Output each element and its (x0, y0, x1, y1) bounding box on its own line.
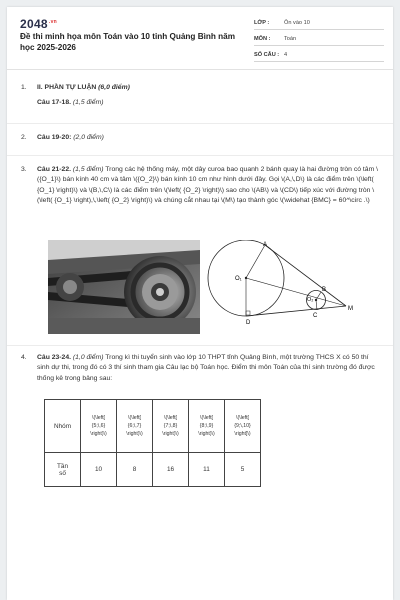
point-o2-label: O₂ (307, 297, 314, 303)
tangent-circles-diagram (204, 240, 359, 335)
question-number: 3. (21, 166, 27, 173)
point-m-label: M (348, 306, 353, 312)
question-divider (7, 345, 393, 346)
site-logo[interactable]: $2048^{.vn}$ (20, 17, 58, 31)
question-divider (7, 123, 393, 124)
table-cell: \(\left[ {5;\,6} \right)\) (81, 400, 117, 453)
part-heading: II. PHẦN TỰ LUẬN (6,0 điểm) (37, 84, 130, 91)
document-page (7, 7, 393, 600)
table-row (45, 453, 261, 487)
table-cell: 11 (189, 453, 225, 487)
table-header-cell: Tần số (45, 453, 81, 487)
table-cell: \(\left[ {7;\,8} \right)\) (153, 400, 189, 453)
table-cell: 8 (117, 453, 153, 487)
point-b-label: B (322, 287, 327, 293)
question-label: Câu 17-18. (1,5 điểm) (37, 99, 104, 107)
frequency-table (44, 399, 261, 487)
point-a-label: A (263, 242, 268, 248)
question-label: Câu 19-20: (2,0 điểm) (37, 134, 104, 141)
header-divider (7, 69, 393, 70)
point-d-label: D (246, 320, 251, 326)
table-cell: 5 (225, 453, 261, 487)
meta-subject: MÔN : Toán (254, 33, 384, 46)
document-title: Đề thi minh họa môn Toán vào 10 tỉnh Quảng Bình năm học 2025-2026 (20, 32, 236, 52)
point-o1-label: O₁ (235, 276, 242, 282)
question-number: 2. (21, 134, 27, 141)
meta-question-count: SỐ CÂU : 4 (254, 49, 384, 62)
point-c-label: C (313, 313, 318, 319)
table-header-cell: Nhóm (45, 400, 81, 453)
belt-machine-photo (48, 240, 200, 334)
question-divider (7, 155, 393, 156)
question-text: Câu 23-24. (1,0 điểm) Trong kì thi tuyển sinh vào lớp 10 THPT tỉnh Quảng Bình, một trường THCS X có 50 thí sinh dự thi, trong đó có 3 thí sinh tham gia Câu lạc bộ Toán học. Điểm thi môn Toán của thí sinh trường đó được thống kê trong bảng sau: (37, 354, 375, 382)
table-cell: \(\left[ {6;\,7} \right)\) (117, 400, 153, 453)
question-number: 4. (21, 354, 27, 361)
table-cell: \(\left[ {8;\,9} \right)\) (189, 400, 225, 453)
meta-class: LỚP : Ôn vào 10 (254, 17, 384, 30)
table-row (45, 400, 261, 453)
table-cell: \(\left[ {9;\,10} \right]\) (225, 400, 261, 453)
question-number: 1. (21, 84, 27, 91)
table-cell: 16 (153, 453, 189, 487)
question-text: Câu 21-22. (1,5 điểm) Trong các hệ thống máy, một dây curoa bao quanh 2 bánh quay là hai đường tròn có tâm \({O_1}\) bán kính 40 cm và tâm \({O_2}\) bán kính 10 cm như hình dưới đây. Gọi \(A,\,D\) là các điểm trên \(\left( {O_1} \right)\) và \(B,\,C\) là các điểm trên \(\left( {O_2} \right)\) sao cho \(AB\) và \(CD\) tiếp xúc với đường tròn \(\left( {O_1} \right),\,\left( {O_2} \right)\) và chúng cắt nhau tại \(M\) tạo thành góc \(\widehat {BMC} = 60^\circ .\) (37, 166, 379, 205)
table-cell: 10 (81, 453, 117, 487)
document-header (7, 7, 393, 67)
